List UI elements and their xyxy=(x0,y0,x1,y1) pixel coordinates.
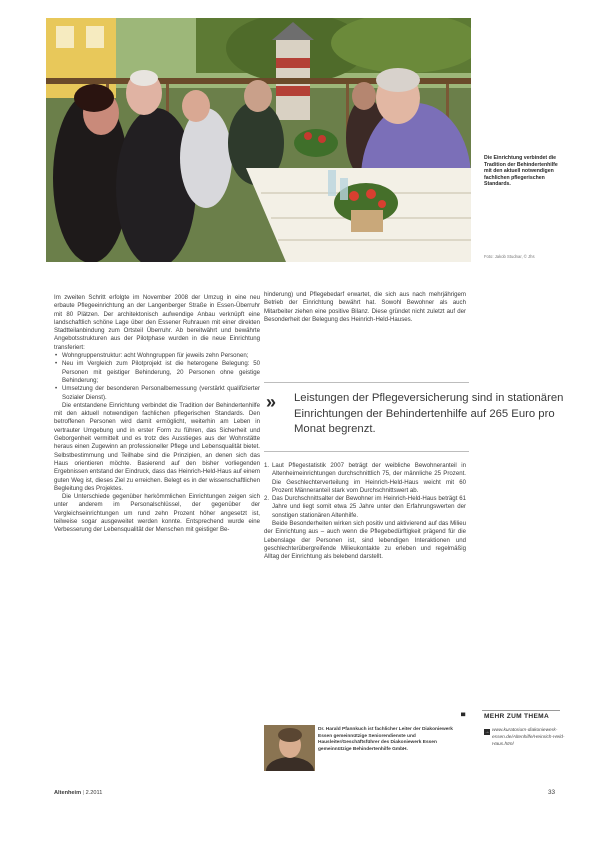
quote-rule-bottom xyxy=(264,451,469,452)
end-mark-icon: ▀ xyxy=(461,714,466,720)
middle-column-top xyxy=(264,291,466,324)
sidebar-title: MEHR ZUM THEMA xyxy=(484,713,550,720)
paragraph-2: Die entstandene Einrichtung verbindet die Tradition der Behindertenhilfe mit den aktuell notwendigen fachlichen pflegerischen Standards. Den betroffenen Personen wird damit ermöglicht, weiterhin am Leben in vertrauter Umgebung und in erster Form zu führen, das Sicherheit und Geborgenheit vermittelt und es trotz des Ausstieges aus der Wohnstätte heraus einen Zugewinn an professioneller Pflege und Lebensqualität bietet. Selbstbestimmung und Teilhabe sind die Prinzipien, an denen sich das Haus orientieren möchte. Basierend auf den bisher vorliegenden Ergebnissen entstand der Eindruck, dass das Heinrich-Held-Haus auf einem guten Weg ist, dieses Ziel zu erreichen. Belegt es in der wissenschaftlichen Begleitung des Projektes. xyxy=(54,401,260,492)
quote-mark-icon: » xyxy=(266,392,273,412)
paragraph-3: Die Unterschiede gegenüber herkömmlichen Einrichtungen zeigen sich unter anderem im Personalschlüssel, der gegenüber der Vergleichseinrichtungen um rund zehn Prozent höher angesetzt ist, teilweise sogar ausgeweitet werden konnte. Entsprechend wurde eine Verbesserung der Lebensqualität der Menschen mit geistiger Be- xyxy=(54,493,260,534)
list-item: • Neu im Vergleich zum Pilotprojekt ist die heterogene Belegung: 50 Personen mit geistiger Behinderung, 20 Personen ohne geistige Behinderung; xyxy=(54,360,260,385)
author-bio: Dr. Harald Pfannkuch ist fachlicher Leiter der Diakoniewerk Essen gemeinnützige Seniorendienste und Hausleiter/Geschäftsführer des Diakoniewerk Essen gemeinnützige Behindertenhilfe GmbH. xyxy=(318,727,453,752)
list-text: Das Durchschnittsalter der Bewohner im Heinrich-Held-Haus beträgt 61 Jahre und liegt somit etwa 25 Jahre unter den Erfahrungswerten der sonstigen stationären Altenhilfe. xyxy=(272,495,466,519)
page-number: 33 xyxy=(548,789,556,796)
footer-issue: 2.2011 xyxy=(85,790,103,796)
list-number: 2. xyxy=(264,495,270,503)
list-item xyxy=(264,462,466,495)
list-number: 1. xyxy=(264,462,270,469)
photo-caption: Die Einrichtung verbindet die Tradition der Behindertenhilfe mit den aktuell notwendigen fachlichen pflegerischen Standards. xyxy=(484,155,558,188)
paragraph-closing: Beide Besonderheiten wirken sich positiv und aktivierend auf das Milieu der Einrichtung aus – auch wenn die Pflegebedürftigkeit prägend für die Lebenslage der Personen ist, sind lebendigen Interaktionen und geschlechterübergreifende Milieukontakte zu erleben und regelmäßig Alltag der Einrichtung als belebend darstellt. xyxy=(264,520,466,561)
sidebar-rule xyxy=(482,710,560,711)
left-column xyxy=(54,294,260,535)
footer-separator: | xyxy=(82,790,85,796)
list-item xyxy=(264,495,466,520)
list-item: • Wohngruppenstruktur: acht Wohngruppen für jeweils zehn Personen; xyxy=(54,352,260,360)
footer-publication xyxy=(54,790,102,796)
photo-credit: Foto: Jakob Studnar, © Jhs xyxy=(484,254,535,259)
list-text: Laut Pflegestatistik 2007 beträgt der weibliche Bewohneranteil in Altenheimeinrichtungen durchschnittlich 75, der männliche 25 Prozent. Die Geschlechterverteilung im Heinrich-Held-Haus weicht mit 60 Prozent Männeranteil stark vom Durchschnittswert ab. xyxy=(272,462,466,494)
pull-quote: Leistungen der Pflegeversicherung sind in stationären Einrichtungen der Behindertenhilfe auf 265 Euro pro Monat begrenzt. xyxy=(294,392,564,436)
link-icon: → xyxy=(484,729,490,735)
list-item: • Umsetzung der besonderen Personalbemessung (verstärkt qualifizierter Sozialer Dienst). xyxy=(54,385,260,402)
quote-rule-top xyxy=(264,382,469,383)
numbered-list xyxy=(264,462,466,520)
middle-column-bottom xyxy=(264,462,466,562)
paragraph-continuation: hinderung) und Pflegebedarf erwartet, die sich aus nach mehrjährigem Betrieb der Einrichtung bewährt hat. Sowohl Bewohner als auch Mitarbeiter ziehen eine positive Bilanz. Diese gründet nicht zuletzt auf der Besonderheit der Belegung des Heinrich-Held-Hauses. xyxy=(264,291,466,323)
paragraph-intro: Im zweiten Schritt erfolgte im November 2008 der Umzug in eine neu erbaute Pflegeeinrichtung an der Langenberger Straße in Essen-Überruhr mit 80 Plätzen. Der architektonisch aufwendige Anbau verknüpft eine landschaftlich schöne Lage über den Essener Ruhrauen mit einer direkten Stadtteilanbindung zum Ortsteil Überruhr. Ab bereitwährt und bewährte Angebotsstrukturen aus der Pilotphase wurden in die neue Einrichtung transferiert: xyxy=(54,294,260,351)
footer-magazine: Altenheim xyxy=(54,790,82,796)
article-photo xyxy=(46,18,471,262)
sidebar-link[interactable]: www.kuratorium-diakoniewerk-essen.de/Altenhilfe/Heinrich-Held-Haus.html xyxy=(492,728,565,747)
bullet-list xyxy=(54,352,260,402)
author-photo xyxy=(264,725,315,771)
